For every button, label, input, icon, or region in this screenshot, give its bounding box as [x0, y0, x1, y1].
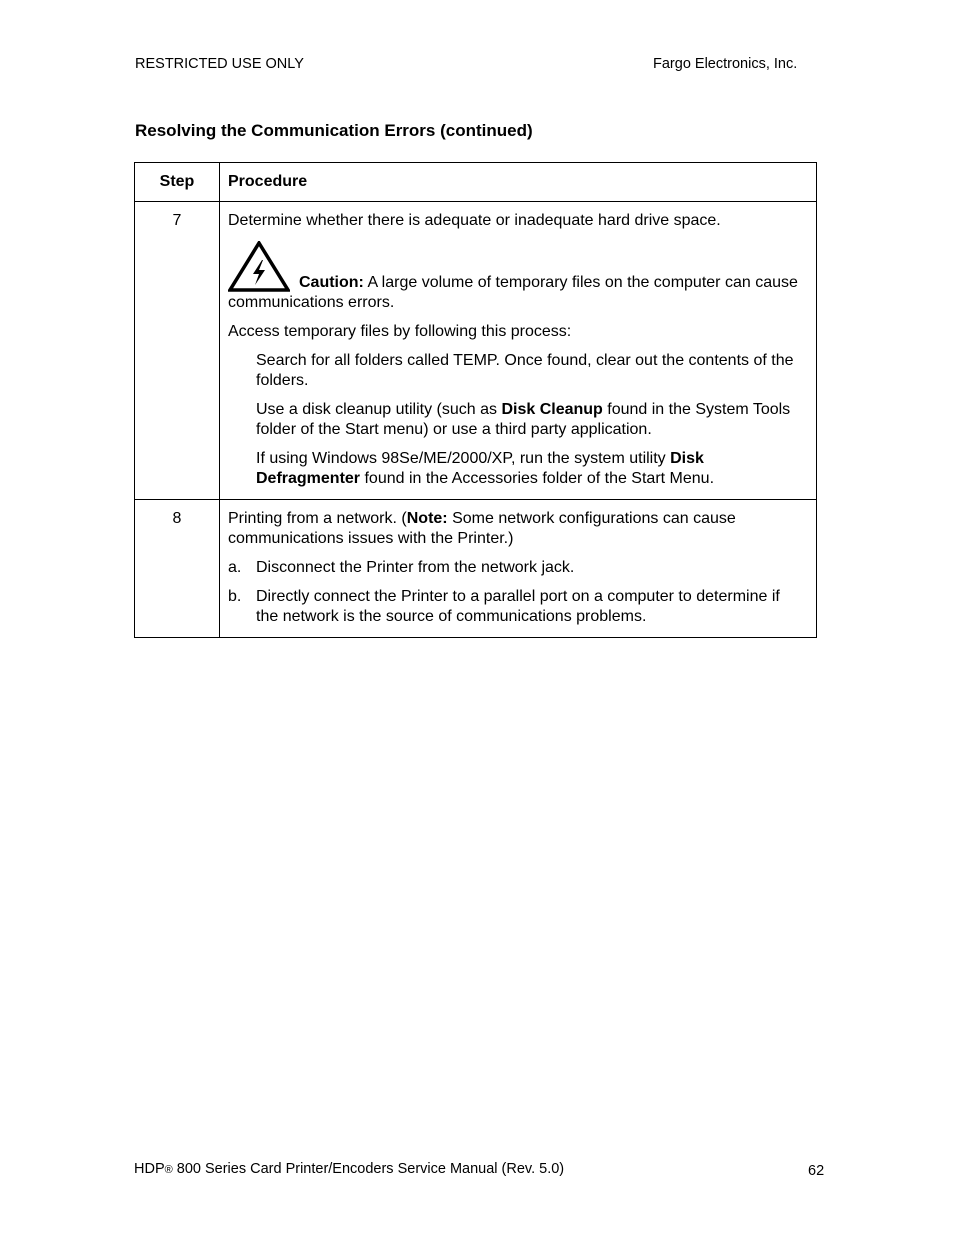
procedure-table: [134, 162, 817, 638]
list-item: Search for all folders called TEMP. Once found, clear out the contents of the folders.: [256, 352, 794, 389]
caution-note: [228, 241, 806, 313]
list-marker: a.: [228, 559, 242, 576]
list-marker: b.: [228, 588, 242, 605]
page-title: Resolving the Communication Errors (continued): [135, 121, 533, 140]
list-item: Use a disk cleanup utility (such as Disk Cleanup found in the System Tools folder of the Start menu) or use a third party application.: [256, 401, 791, 438]
procedure-intro: Printing from a network. (Note: Some network configurations can cause communications issues with the Printer.): [228, 510, 736, 547]
page-number: 62: [808, 1163, 825, 1179]
caution-text: A large volume of temporary files on the computer can cause communications errors.: [228, 274, 798, 311]
column-header-step: Step: [135, 163, 220, 202]
procedure-cell: [220, 202, 817, 500]
caution-triangle-lightning-icon: [228, 241, 290, 293]
access-instruction: Access temporary files by following this process:: [228, 323, 572, 340]
table-row: [135, 500, 817, 638]
column-header-procedure: Procedure: [220, 163, 817, 202]
list-item: [228, 587, 806, 627]
list-item: If using Windows 98Se/ME/2000/XP, run the system utility Disk Defragmenter found in the Accessories folder of the Start Menu.: [256, 450, 715, 487]
note-label: Note:: [406, 510, 448, 527]
list-text: Disconnect the Printer from the network jack.: [256, 559, 575, 576]
step-number: 7: [135, 202, 220, 500]
procedure-cell: [220, 500, 817, 638]
caution-label: Caution:: [299, 274, 364, 291]
footer-manual-title: HDP® 800 Series Card Printer/Encoders Service Manual (Rev. 5.0): [134, 1161, 565, 1177]
header-restricted: RESTRICTED USE ONLY: [135, 56, 304, 72]
procedure-intro: Determine whether there is adequate or inadequate hard drive space.: [228, 212, 721, 229]
table-header-row: [135, 163, 817, 202]
header-company: Fargo Electronics, Inc.: [653, 56, 798, 72]
step-number: 8: [135, 500, 220, 638]
table-row: [135, 202, 817, 500]
list-item: [228, 558, 806, 578]
list-text: Directly connect the Printer to a parallel port on a computer to determine if the network is the source of communications problems.: [256, 588, 780, 625]
